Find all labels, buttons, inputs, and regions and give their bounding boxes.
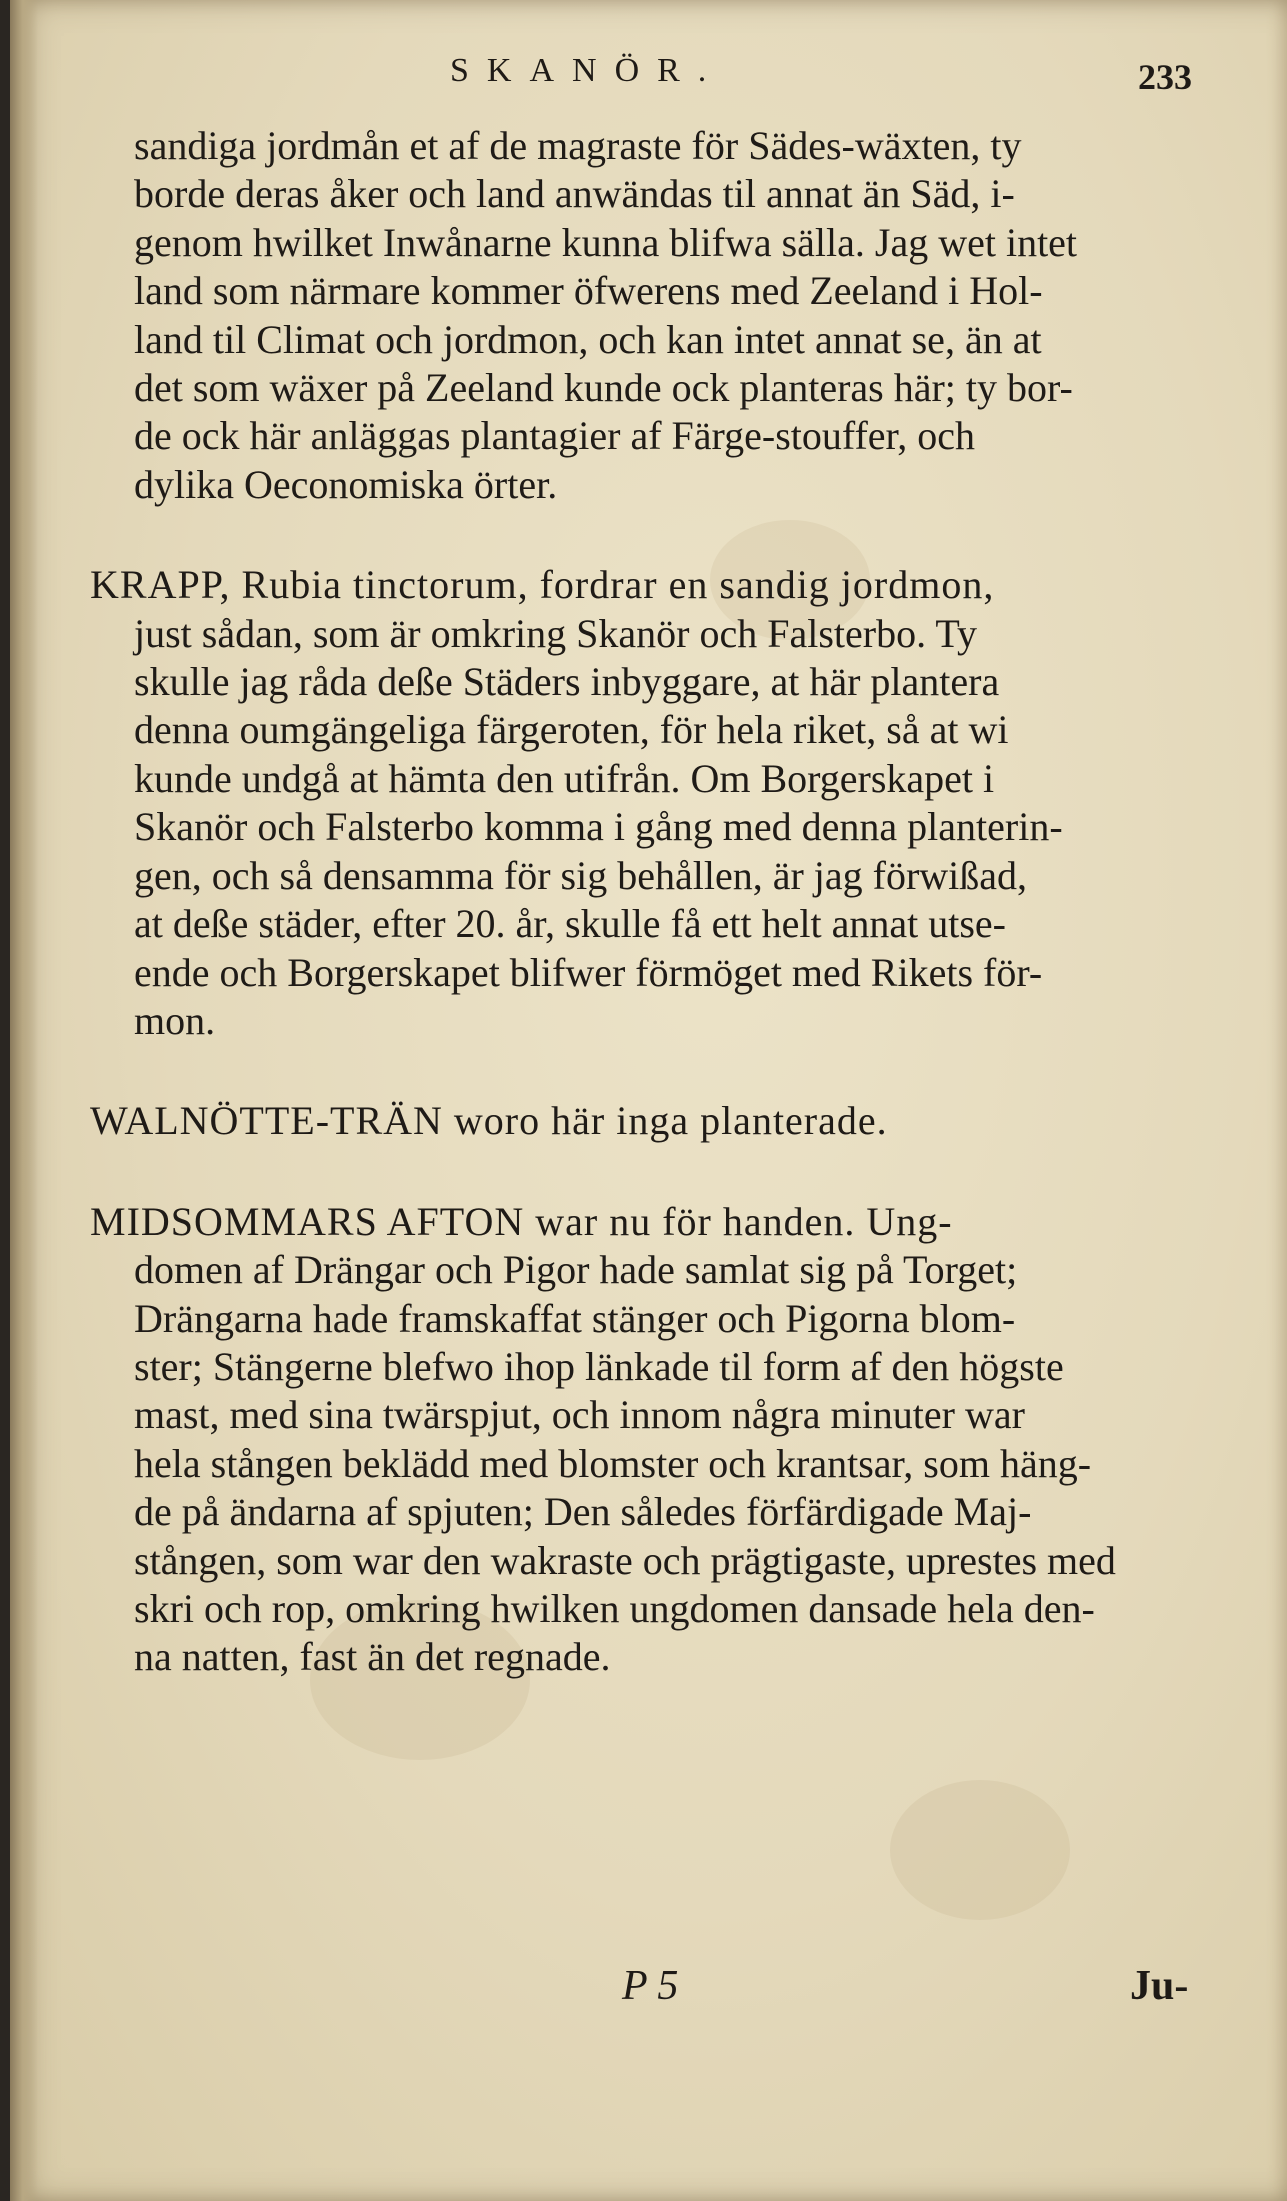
text-line: skulle jag råda deße Städers inbyggare, at här plantera xyxy=(134,659,1000,705)
text-line: ster; Stängerne blefwo ihop länkade til form af den högste xyxy=(134,1343,1064,1389)
text-line: just sådan, som är omkring Skanör och Falsterbo. Ty xyxy=(134,610,978,656)
paragraph-gap xyxy=(90,1146,1220,1198)
signature-mark: P 5 xyxy=(622,1963,679,2009)
text-line: at deße städer, efter 20. år, skulle få ett helt annat utse- xyxy=(134,901,1006,947)
page-gutter-shadow xyxy=(10,0,38,2201)
text-line: denna oumgängeliga färgeroten, för hela riket, så at wi xyxy=(134,707,1009,753)
body-text xyxy=(90,122,1220,1682)
paragraph-krapp xyxy=(90,561,1220,1045)
book-page xyxy=(10,0,1287,2201)
text-line: kunde undgå at hämta den utifrån. Om Borgerskapet i xyxy=(134,755,995,801)
text-line: na natten, fast än det regnade. xyxy=(134,1634,611,1680)
paragraph-gap xyxy=(90,1045,1220,1097)
text-line: mast, med sina twärspjut, och innom några minuter war xyxy=(134,1392,1025,1438)
text-line: domen af Drängar och Pigor hade samlat sig på Torget; xyxy=(134,1247,1018,1293)
paper-stain xyxy=(890,1780,1070,1920)
page-number: 233 xyxy=(1138,57,1192,97)
text-line: de ock här anläggas plantagier af Färge-stouffer, och xyxy=(134,413,976,459)
text-line: WALNÖTTE-TRÄN woro här inga planterade. xyxy=(90,1098,888,1144)
text-line: land som närmare kommer öfwerens med Zeeland i Hol- xyxy=(134,268,1043,314)
text-line: Drängarna hade framskaffat stänger och Pigorna blom- xyxy=(134,1295,1016,1341)
text-line: de på ändarna af spjuten; Den således förfärdigade Maj- xyxy=(134,1489,1032,1535)
running-title: SKANÖR. xyxy=(450,52,725,89)
text-line: MIDSOMMARS AFTON war nu för handen. Ung- xyxy=(90,1198,953,1244)
paragraph-walnotte-tran xyxy=(90,1097,1220,1145)
text-line: stången, som war den wakraste och prägtigaste, uprestes med xyxy=(134,1537,1116,1583)
catchword: Ju- xyxy=(1130,1963,1189,2009)
text-line: det som wäxer på Zeeland kunde ock planteras här; ty bor- xyxy=(134,365,1073,411)
text-line: Skanör och Falsterbo komma i gång med denna planterin- xyxy=(134,804,1063,850)
text-line: ende och Borgerskapet blifwer förmöget med Rikets för- xyxy=(134,949,1043,995)
text-line: borde deras åker och land anwändas til annat än Säd, i- xyxy=(134,171,1015,217)
text-line: sandiga jordmån et af de magraste för Sädes-wäxten, ty xyxy=(134,123,1022,168)
page-footer xyxy=(10,1962,1287,2032)
text-line: dylika Oeconomiska örter. xyxy=(134,461,558,507)
text-line: land til Climat och jordmon, och kan intet annat se, än at xyxy=(134,316,1042,362)
paragraph-gap xyxy=(90,509,1220,561)
text-line: gen, och så densamma för sig behållen, är jag förwißad, xyxy=(134,852,1028,898)
text-line: mon. xyxy=(134,997,216,1043)
text-line: genom hwilket Inwånarne kunna blifwa sälla. Jag wet intet xyxy=(134,219,1078,265)
text-line: skri och rop, omkring hwilken ungdomen dansade hela den- xyxy=(134,1585,1095,1631)
paragraph-continuation xyxy=(90,122,1220,509)
text-line: KRAPP, Rubia tinctorum, fordrar en sandig jordmon, xyxy=(90,562,995,608)
paragraph-midsommars-afton xyxy=(90,1198,1220,1682)
text-line: hela stången beklädd med blomster och krantsar, som häng- xyxy=(134,1440,1092,1486)
